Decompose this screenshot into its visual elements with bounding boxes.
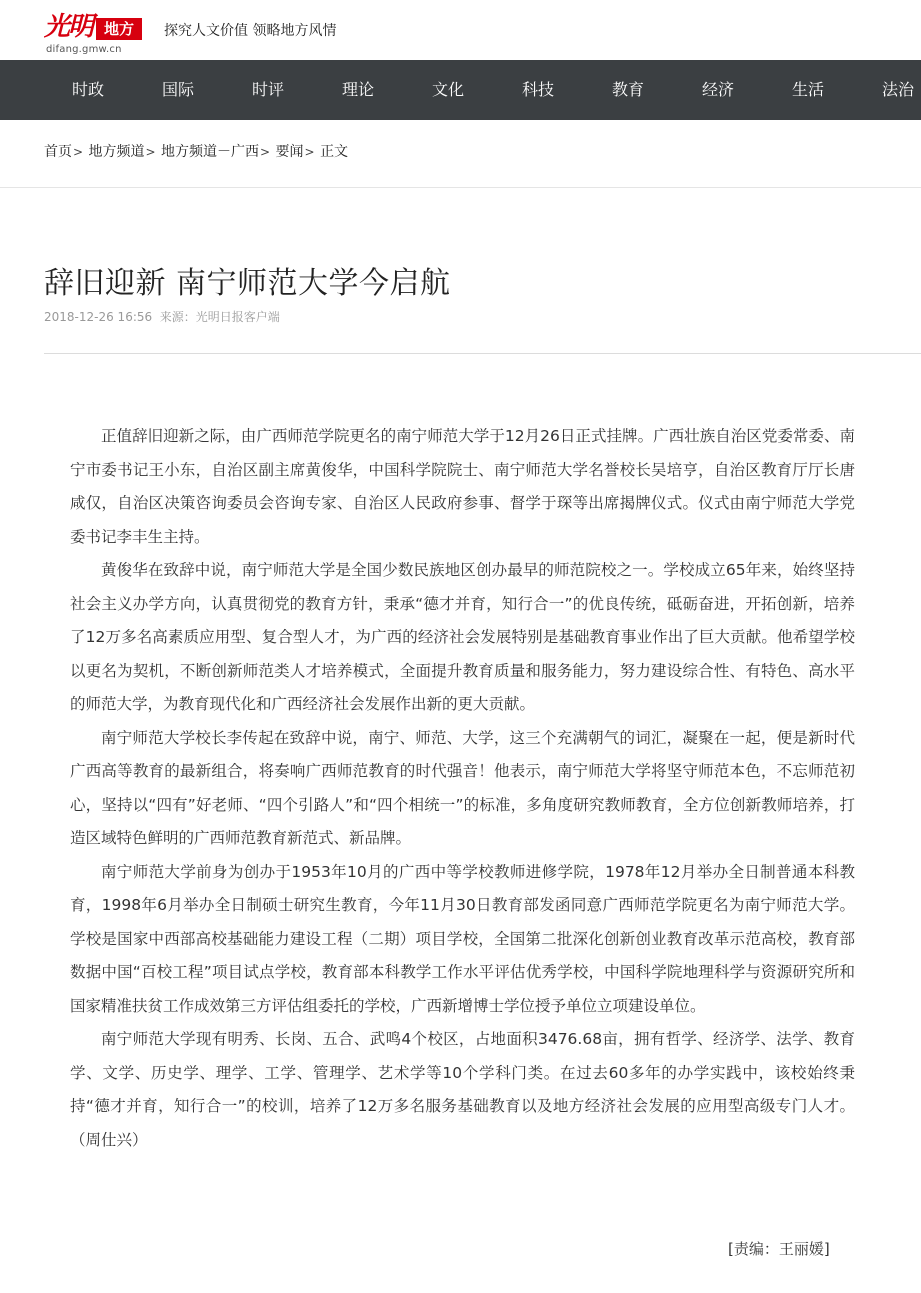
- logo-url: difang.gmw.cn: [46, 44, 122, 55]
- breadcrumb: [44, 141, 348, 161]
- main-nav: [0, 60, 921, 120]
- nav-item-guoji[interactable]: 国际: [162, 80, 195, 99]
- breadcrumb-separator: >: [73, 145, 84, 159]
- breadcrumb-channel[interactable]: 地方频道: [88, 144, 145, 160]
- article-paragraph: 南宁师范大学前身为创办于1953年10月的广西中等学校教师进修学院，1978年12月举办全日制普通本科教育，1998年6月举办全日制硕士研究生教育，今年11月30日教育部发函同意广西师范学院更名为南宁师范大学。学校是国家中西部高校基础能力建设工程（二期）项目学校，全国第二批深化创新创业教育改革示范高校，教育部数据中国“百校工程”项目试点学校，教育部本科教学工作水平评估优秀学校，中国科学院地理科学与资源研究所和国家精准扶贫工作成效第三方评估组委托的学校，广西新增博士学位授予单位立项建设单位。: [70, 862, 855, 1015]
- breadcrumb-separator: >: [145, 145, 156, 159]
- nav-item-shenghuo[interactable]: 生活: [792, 80, 825, 99]
- article-paragraph: 南宁师范大学现有明秀、长岗、五合、武鸣4个校区，占地面积3476.68亩，拥有哲学、经济学、法学、教育学、文学、历史学、理学、工学、管理学、艺术学等10个学科门类。在过去60多年的办学实践中，该校始终秉持“德才并育，知行合一”的校训，培养了12万多名服务基础教育以及地方经济社会发展的应用型高级专门人才。（周仕兴）: [70, 1030, 855, 1149]
- nav-item-wenhua[interactable]: 文化: [432, 80, 465, 99]
- logo-mark: 光明: [44, 12, 93, 42]
- nav-item-shizheng[interactable]: 时政: [72, 80, 105, 99]
- article-meta: [44, 308, 280, 325]
- site-slogan: 探究人文价值 领略地方风情: [164, 23, 337, 39]
- nav-item-jiaoyu[interactable]: 教育: [612, 80, 645, 99]
- nav-item-keji[interactable]: 科技: [522, 80, 555, 99]
- nav-item-lilun[interactable]: 理论: [342, 80, 375, 99]
- article-title: 辞旧迎新 南宁师范大学今启航: [44, 266, 451, 301]
- article-paragraph: 正值辞旧迎新之际，由广西师范学院更名的南宁师范大学于12月26日正式挂牌。广西壮族自治区党委常委、南宁市委书记王小东，自治区副主席黄俊华，中国科学院院士、南宁师范大学名誉校长吴培亨，自治区教育厅厅长唐咸仅，自治区决策咨询委员会咨询专家、自治区人民政府参事、督学于琛等出席揭牌仪式。仪式由南宁师范大学党委书记李丰生主持。: [70, 427, 855, 546]
- divider: [44, 353, 921, 354]
- breadcrumb-news[interactable]: 要闻: [275, 144, 304, 160]
- article-datetime: 2018-12-26 16:56: [44, 310, 153, 324]
- nav-item-shiping[interactable]: 时评: [252, 80, 285, 99]
- divider: [0, 187, 921, 188]
- site-logo[interactable]: [44, 12, 144, 56]
- breadcrumb-current: 正文: [320, 144, 349, 160]
- nav-item-jingji[interactable]: 经济: [702, 80, 735, 99]
- nav-item-fazhi[interactable]: 法治: [882, 80, 915, 99]
- logo-channel-badge: 地方: [96, 18, 142, 40]
- article-editor: [责编：王丽媛]: [728, 1240, 830, 1258]
- top-header: [0, 0, 921, 60]
- article-paragraph: 南宁师范大学校长李传起在致辞中说，南宁、师范、大学，这三个充满朝气的词汇，凝聚在一起，便是新时代广西高等教育的最新组合，将奏响广西师范教育的时代强音！他表示，南宁师范大学将坚守师范本色，不忘师范初心，坚持以“四有”好老师、“四个引路人”和“四个相统一”的标准，多角度研究教师教育，全方位创新教师培养，打造区域特色鲜明的广西师范教育新范式、新品牌。: [70, 728, 855, 847]
- article-source: 来源：光明日报客户端: [159, 310, 280, 324]
- article-paragraph: 黄俊华在致辞中说，南宁师范大学是全国少数民族地区创办最早的师范院校之一。学校成立65年来，始终坚持社会主义办学方向，认真贯彻党的教育方针，秉承“德才并育，知行合一”的优良传统，砥砺奋进，开拓创新，培养了12万多名高素质应用型、复合型人才，为广西的经济社会发展特别是基础教育事业作出了巨大贡献。他希望学校以更名为契机，不断创新师范类人才培养模式，全面提升教育质量和服务能力，努力建设综合性、有特色、高水平的师范大学，为教育现代化和广西经济社会发展作出新的更大贡献。: [70, 561, 855, 713]
- breadcrumb-home[interactable]: 首页: [44, 144, 72, 160]
- article-body: [70, 420, 855, 1157]
- breadcrumb-guangxi[interactable]: 地方频道－广西: [161, 144, 260, 160]
- breadcrumb-separator: >: [304, 145, 315, 159]
- breadcrumb-separator: >: [260, 145, 271, 159]
